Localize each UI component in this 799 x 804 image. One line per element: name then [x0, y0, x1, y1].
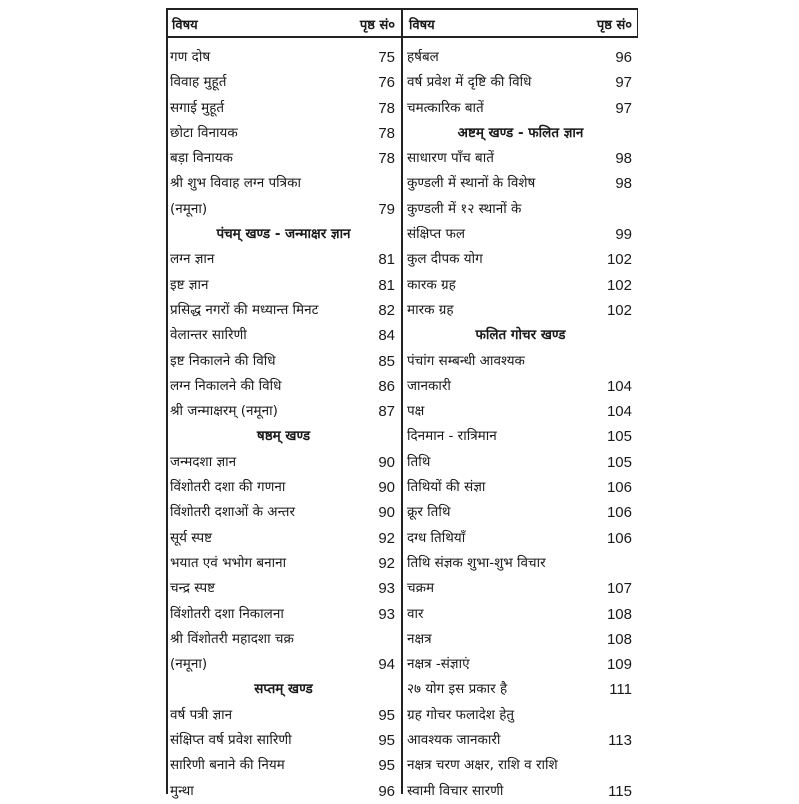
entry-page-number: 108 [606, 630, 632, 648]
toc-entry [166, 273, 401, 298]
toc-entry [403, 627, 638, 652]
entry-page-number: 90 [378, 453, 395, 471]
page-number-heading: पृष्ठ सं० [359, 18, 395, 33]
section-title: सप्तम् खण्ड [254, 681, 313, 698]
left-column [166, 8, 401, 800]
entry-page-number: 84 [378, 327, 395, 345]
toc-entry [166, 551, 401, 576]
entry-title: वर्ष प्रवेश में दृष्टि की विधि [407, 74, 532, 91]
entry-title: (नमूना) [170, 656, 208, 673]
toc-entry [403, 171, 638, 196]
entry-title: पक्ष [407, 403, 425, 420]
entry-page-number: 96 [378, 782, 395, 800]
entry-title: विंशोतरी दशा की गणना [170, 479, 286, 496]
entry-title: वेलान्तर सारिणी [170, 327, 247, 344]
entry-title: सगाई मुहूर्त [170, 99, 225, 116]
entry-page-number: 115 [608, 782, 632, 800]
toc-entry [166, 323, 401, 348]
entry-page-number: 95 [378, 706, 395, 724]
toc-entry [166, 526, 401, 551]
entry-page-number: 113 [608, 732, 632, 750]
toc-entry [166, 753, 401, 778]
toc-entry [403, 298, 638, 323]
entry-title: वर्ष पत्री ज्ञान [170, 706, 233, 723]
entry-title: वार [407, 605, 424, 622]
entry-title: भयात एवं भभोग बनाना [170, 554, 287, 571]
toc-entry [403, 247, 638, 272]
entry-title: ग्रह गोचर फलादेश हेतु [407, 706, 515, 723]
entry-page-number: 81 [378, 276, 395, 294]
toc-entry [403, 70, 638, 95]
subject-heading: विषय [172, 18, 198, 33]
right-header [403, 8, 638, 36]
entry-title: चमत्कारिक बातें [407, 99, 484, 116]
entry-title: पंचांग सम्बन्धी आवश्यक [407, 352, 525, 369]
entry-title: २७ योग इस प्रकार है [407, 681, 508, 698]
entry-page-number: 98 [615, 175, 632, 193]
entry-page-number: 111 [609, 681, 632, 699]
entry-page-number: 79 [378, 200, 395, 218]
entry-page-number: 106 [606, 479, 632, 497]
section-title: षष्ठम् खण्ड [256, 428, 311, 445]
toc-entry [403, 399, 638, 424]
entry-page-number: 75 [378, 49, 395, 66]
left-entries [166, 45, 401, 804]
entry-title: कारक ग्रह [407, 276, 456, 293]
toc-entry [166, 475, 401, 500]
entry-page-number: 85 [378, 352, 395, 370]
entry-title: लग्न ज्ञान [170, 251, 215, 268]
section-heading [403, 121, 638, 146]
entry-title: संक्षिप्त फल [407, 226, 466, 243]
toc-entry [403, 526, 638, 551]
toc-entry [166, 374, 401, 399]
entry-title: श्री शुभ विवाह लग्न पत्रिका [170, 175, 301, 192]
entry-page-number: 90 [378, 504, 395, 522]
entry-title: तिथि [407, 453, 431, 470]
toc-entry [166, 121, 401, 146]
entry-page-number: 107 [606, 580, 632, 598]
entry-page-number: 104 [606, 403, 632, 421]
entry-page-number: 109 [606, 656, 632, 674]
section-title: फलित गोचर खण्ड [475, 327, 566, 344]
toc-entry [166, 652, 401, 677]
entry-title: बड़ा विनायक [170, 150, 233, 167]
entry-title: (नमूना) [170, 200, 208, 217]
toc-entry [403, 96, 638, 121]
entry-page-number: 92 [378, 529, 395, 547]
entry-page-number: 78 [378, 99, 395, 117]
section-heading [403, 323, 638, 348]
toc-entry [166, 146, 401, 171]
toc-entry [166, 728, 401, 753]
entry-title: दग्ध तिथियाँ [407, 529, 466, 546]
entry-title: कुण्डली में स्थानों के विशेष [407, 175, 536, 192]
section-heading [166, 222, 401, 247]
right-entries [403, 45, 638, 804]
page-number-heading: पृष्ठ सं० [596, 18, 632, 33]
entry-title: इष्ट निकालने की विधि [170, 352, 276, 369]
toc-entry [403, 197, 638, 222]
entry-page-number: 81 [378, 251, 395, 269]
entry-title: हर्षबल [407, 49, 439, 65]
entry-title: छोटा विनायक [170, 124, 238, 141]
entry-page-number: 94 [378, 656, 395, 674]
toc-entry [403, 602, 638, 627]
entry-title: विवाह मुहूर्त [170, 74, 227, 91]
toc-entry [403, 677, 638, 702]
toc-entry [166, 45, 401, 70]
section-heading [166, 677, 401, 702]
toc-entry [403, 576, 638, 601]
toc-entry [403, 728, 638, 753]
toc-entry [166, 450, 401, 475]
toc-entry [403, 551, 638, 576]
entry-title: सूर्य स्पष्ट [170, 529, 213, 546]
toc-entry [403, 753, 638, 778]
toc-entry [403, 500, 638, 525]
toc-entry [403, 450, 638, 475]
toc-entry [166, 399, 401, 424]
entry-title: जन्मदशा ज्ञान [170, 453, 237, 470]
entry-page-number: 82 [378, 301, 395, 319]
toc-entry [403, 703, 638, 728]
entry-page-number: 105 [606, 453, 632, 471]
entry-page-number: 78 [378, 124, 395, 142]
entry-page-number: 102 [606, 251, 632, 269]
entry-page-number: 105 [606, 428, 632, 446]
toc-entry [403, 273, 638, 298]
toc-entry [166, 247, 401, 272]
entry-title: श्री जन्माक्षरम् (नमूना) [170, 403, 278, 420]
entry-title: मारक ग्रह [407, 301, 454, 318]
entry-page-number: 90 [378, 479, 395, 497]
entry-page-number: 99 [615, 226, 632, 244]
entry-title: लग्न निकालने की विधि [170, 377, 282, 394]
entry-title: तिथि संज्ञक शुभा-शुभ विचार [407, 554, 546, 571]
right-column [403, 8, 638, 800]
toc-entry [166, 171, 401, 196]
entry-title: विंशोतरी दशा निकालना [170, 605, 284, 622]
section-title: पंचम् खण्ड - जन्माक्षर ज्ञान [216, 226, 351, 243]
entry-title: आवश्यक जानकारी [407, 732, 501, 749]
toc-entry [166, 627, 401, 652]
entry-title: सारिणी बनाने की नियम [170, 757, 285, 774]
toc-entry [403, 222, 638, 247]
toc-entry [403, 475, 638, 500]
entry-page-number: 93 [378, 605, 395, 623]
entry-title: स्वामी विचार सारणी [407, 782, 504, 799]
entry-page-number: 108 [606, 605, 632, 623]
entry-page-number: 76 [378, 74, 395, 92]
entry-title: चन्द्र स्पष्ट [170, 580, 216, 597]
toc-entry [403, 652, 638, 677]
toc-entry [403, 779, 638, 804]
toc-entry [403, 374, 638, 399]
toc-entry [166, 602, 401, 627]
left-header [166, 8, 401, 36]
toc-entry [403, 424, 638, 449]
toc-entry [166, 197, 401, 222]
entry-title: संक्षिप्त वर्ष प्रवेश सारिणी [170, 732, 292, 749]
section-title: अष्टम् खण्ड - फलित ज्ञान [457, 124, 584, 141]
entry-title: विंशोतरी दशाओं के अन्तर [170, 504, 295, 521]
toc-entry [403, 45, 638, 70]
toc-entry [166, 298, 401, 323]
entry-page-number: 106 [606, 529, 632, 547]
entry-page-number: 102 [606, 276, 632, 294]
entry-title: साधारण पाँच बातें [407, 150, 494, 167]
entry-title: कुण्डली में १२ स्थानों के [407, 200, 522, 217]
entry-page-number: 78 [378, 150, 395, 168]
entry-page-number: 93 [378, 580, 395, 598]
entry-title: नक्षत्र चरण अक्षर, राशि व राशि [407, 757, 558, 774]
entry-title: इष्ट ज्ञान [170, 276, 209, 293]
entry-title: क्रूर तिथि [407, 504, 451, 521]
toc-entry [403, 146, 638, 171]
table-of-contents [166, 8, 638, 800]
entry-title: जानकारी [407, 377, 451, 394]
section-heading [166, 424, 401, 449]
entry-page-number: 97 [615, 74, 632, 92]
toc-entry [166, 96, 401, 121]
toc-entry [166, 349, 401, 374]
toc-entry [166, 779, 401, 804]
entry-page-number: 92 [378, 554, 395, 572]
entry-title: दिनमान - रात्रिमान [407, 428, 497, 445]
entry-page-number: 104 [606, 377, 632, 395]
toc-entry [166, 70, 401, 95]
subject-heading: विषय [409, 18, 435, 33]
entry-page-number: 95 [378, 732, 395, 750]
entry-title: मुन्था [170, 782, 194, 799]
toc-entry [166, 576, 401, 601]
entry-title: श्री विंशोतरी महादशा चक्र [170, 630, 294, 647]
toc-entry [166, 500, 401, 525]
entry-title: नक्षत्र -संज्ञाएं [407, 656, 470, 673]
toc-entry [166, 703, 401, 728]
entry-page-number: 98 [615, 150, 632, 168]
entry-page-number: 96 [615, 49, 632, 66]
entry-title: तिथियों की संज्ञा [407, 479, 486, 496]
entry-page-number: 86 [378, 377, 395, 395]
entry-title: गण दोष [170, 49, 211, 65]
entry-title: चक्रम [407, 580, 435, 597]
entry-page-number: 102 [606, 301, 632, 319]
entry-page-number: 95 [378, 757, 395, 775]
toc-entry [403, 349, 638, 374]
entry-page-number: 106 [606, 504, 632, 522]
entry-title: कुल दीपक योग [407, 251, 483, 268]
entry-title: प्रसिद्ध नगरों की मध्यान्त मिनट [170, 301, 319, 318]
entry-page-number: 97 [615, 99, 632, 117]
entry-page-number: 87 [378, 403, 395, 421]
entry-title: नक्षत्र [407, 630, 432, 647]
